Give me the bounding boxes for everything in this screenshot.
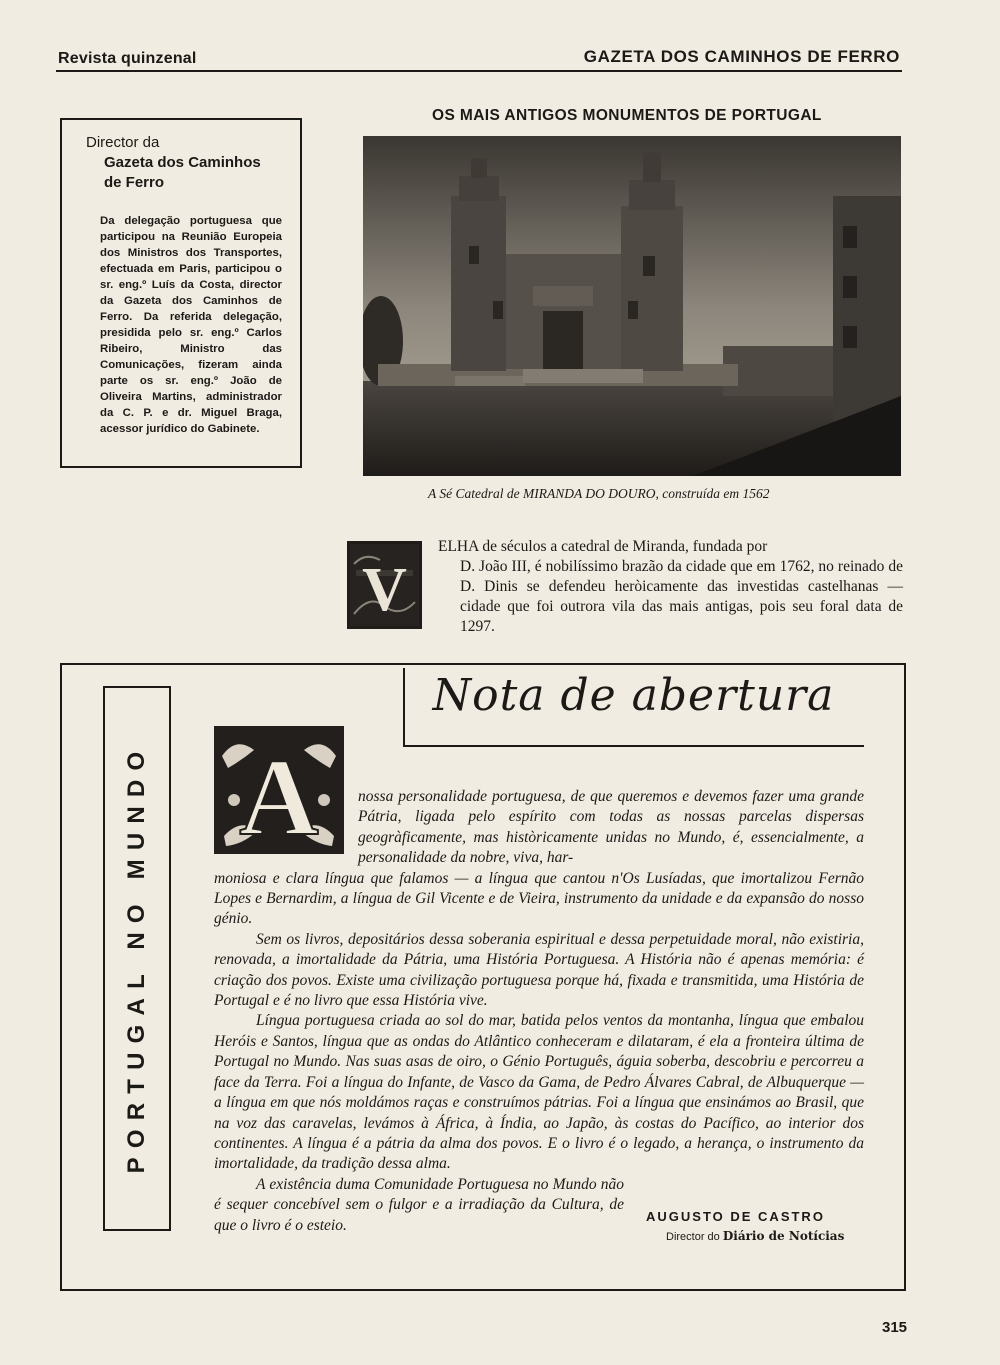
- feature-essay: [214, 787, 864, 1236]
- essay-paragraph-3: Língua portuguesa criada ao sol do mar, batida pelos ventos da montanha, língua que embalou Heróis e Santos, língua que as ondas do Atlântico conheceram e dilataram, é ela a fronteira última de Portugal no Mundo. Nas suas asas de oiro, o Génio Português, águia soberba, descobriu e percorreu a face da Terra. Foi a língua do Infante, de Vasco da Gama, de Pedro Álvares Cabral, de Albuquerque — a língua em que nós moldámos raças e construímos pátrias. Foi a língua que ensinámos ao Brasil, que na voz das caravelas, levámos à África, à Índia, ao Japão, às costas do Pacífico, ao interior dos continentes. A língua é a pátria da alma dos povos. E o livro é o legado, a herança, o instrumento da imortalidade, da tradição dessa alma.: [214, 1012, 864, 1173]
- director-notice-box: [60, 118, 302, 468]
- running-header-right: GAZETA DOS CAMINHOS DE FERRO: [583, 47, 900, 66]
- author-role-prefix: Director do: [666, 1231, 720, 1243]
- side-label: PORTUGAL NO MUNDO: [123, 742, 150, 1174]
- monument-text-first-line: ELHA de séculos a catedral de Miranda, fundada por: [438, 538, 768, 555]
- initial-letter-a: A: [239, 736, 319, 854]
- director-notice-text: Da delegação portuguesa que participou na Reunião Europeia dos Ministros dos Transportes, efectuada em Paris, participou o sr. eng.º Luís da Costa, director da Gazeta dos Caminhos de Ferro. Da referida delegação, presidida pelo sr. eng.º Carlos Ribeiro, Ministro das Comunicações, fizeram ainda parte os sr. eng.º João de Oliveira Martins, administrador da C. P. e dr. Miguel Braga, acessor jurídico do Gabinete.: [100, 215, 282, 435]
- caption-prefix: A Sé Catedral de: [428, 486, 523, 501]
- director-name-line1: Gazeta dos Caminhos: [104, 154, 261, 171]
- header-rule: [56, 70, 902, 72]
- director-name: [86, 153, 282, 193]
- caption-place: MIRANDA DO DOURO: [523, 486, 656, 501]
- caption-suffix: , construída em 1562: [655, 486, 770, 501]
- photo-caption: [428, 486, 769, 502]
- essay-paragraph-4: A existência duma Comunidade Portuguesa no Mundo não é sequer concebível sem o fulgor e a irradiação da Cultura, de que o livro é o esteio.: [214, 1175, 624, 1234]
- cathedral-illustration: [363, 136, 901, 476]
- essay-paragraph-1-lead: nossa personalidade portuguesa, de que queremos e devemos fazer uma grande Pátria, ligada pelo espírito com todas as nossas parcelas dispersas geogràficamente, mas històricamente unidas no Mundo, é, essencialmente, a personalidade da nobre, viva, har-: [358, 788, 864, 867]
- essay-paragraph-2: Sem os livros, depositários dessa soberania espiritual e dessa perpetuidade moral, não existiria, renovada, a imortalidade da Pátria, uma História Portuguesa. A História não é apenas memória: é criação dos povos. Existe uma civilização portuguesa porque há, fixada e transmitida, uma História de Portugal e é no livro que essa História vive.: [214, 930, 864, 1010]
- decorated-initial-v: [347, 541, 422, 629]
- running-header-left: Revista quinzenal: [58, 50, 197, 67]
- page-number: 315: [882, 1319, 908, 1336]
- director-name-line2: de Ferro: [104, 174, 165, 191]
- initial-ornament: [350, 544, 419, 626]
- monuments-title: OS MAIS ANTIGOS MONUMENTOS DE PORTUGAL: [432, 107, 822, 124]
- author-role: [666, 1229, 844, 1243]
- essay-paragraph-1-rest: moniosa e clara língua que falamos — a língua que cantou n'Os Lusíadas, que imortalizou Fernão Lopes e Bernardim, a língua de Gil Vicente e de Vieira, instrumento da unidade e da expansão do nosso génio.: [214, 869, 864, 928]
- monument-text-rest: D. João III, é nobilíssimo brazão da cidade que em 1762, no reinado de D. Dinis se defendeu heròicamente das investidas castelhanas — cidade que foi outrora vila das mais antigas, pois seu foral data de 1297.: [460, 558, 903, 635]
- cathedral-photo: [363, 136, 901, 476]
- initial-letter-v: V: [362, 556, 407, 624]
- director-label: Director da: [86, 134, 160, 151]
- feature-title: Nota de abertura: [432, 670, 835, 721]
- monument-description: [438, 537, 903, 637]
- author-name: AUGUSTO DE CASTRO: [646, 1209, 825, 1224]
- author-newspaper: Diário de Notícias: [722, 1229, 845, 1243]
